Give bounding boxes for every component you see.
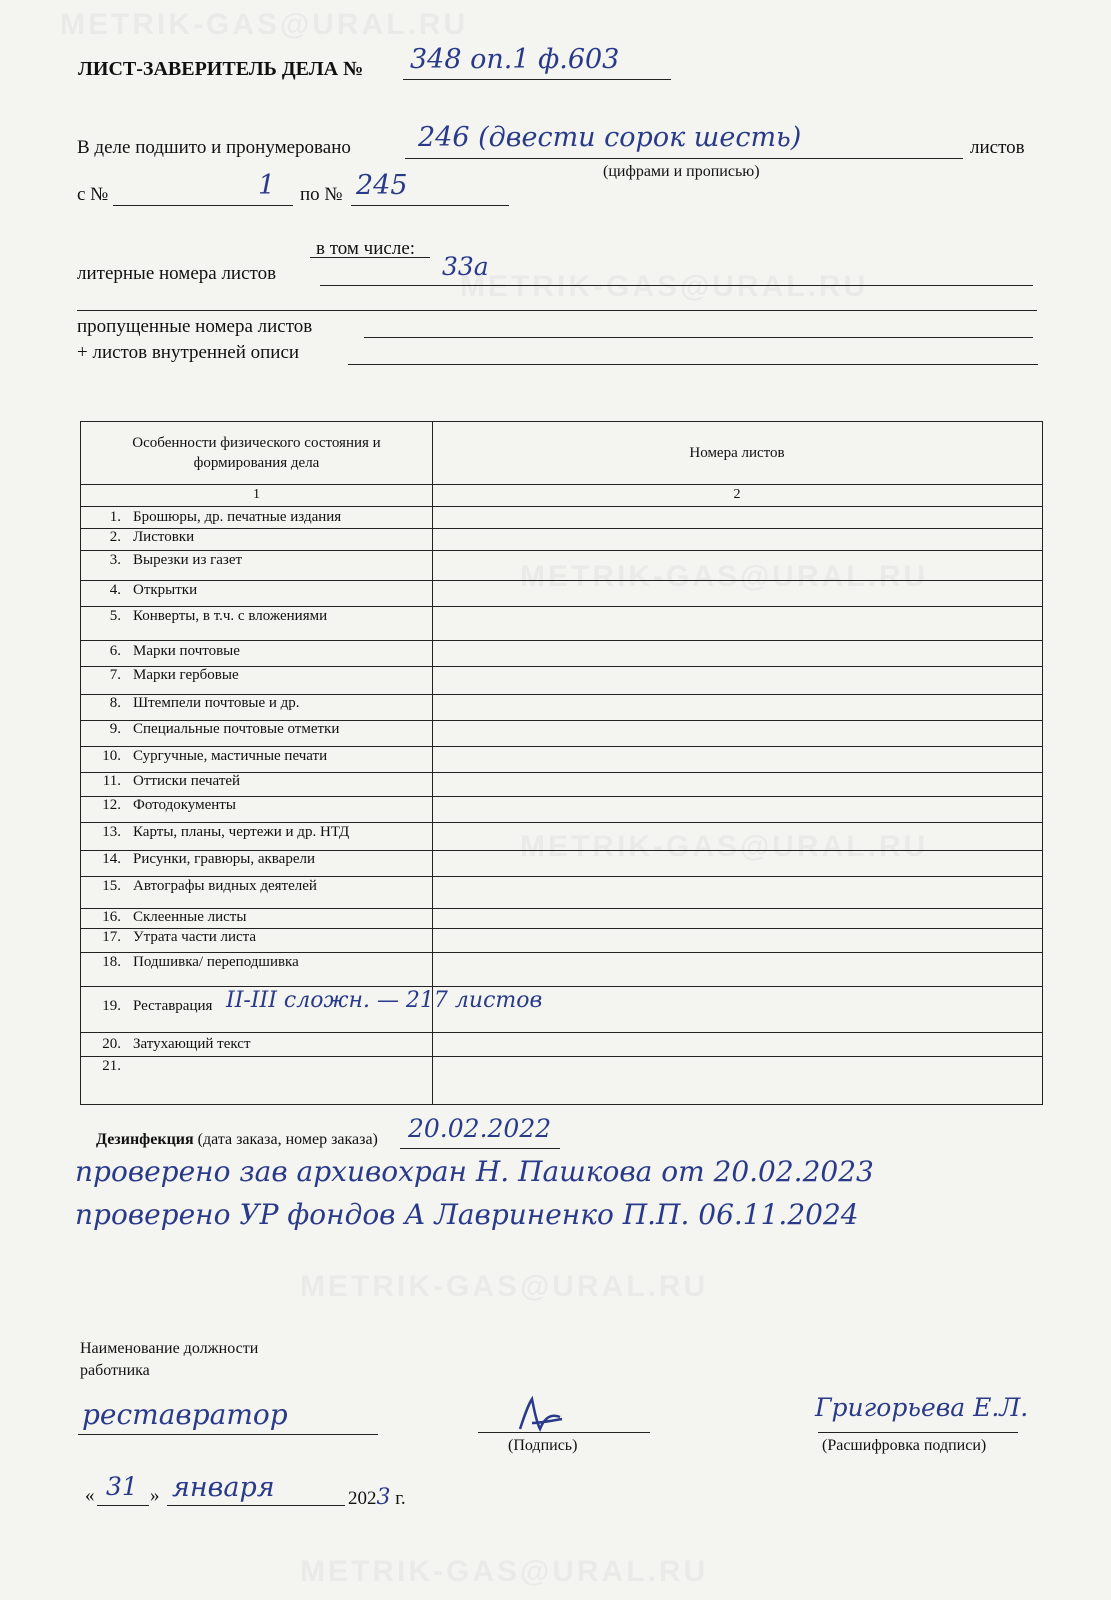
row-label: Штемпели почтовые и др. <box>133 695 300 711</box>
row-number: 4. <box>109 582 121 598</box>
signature-line <box>478 1432 650 1433</box>
column-header-sheet-numbers: Номера листов <box>689 444 785 461</box>
row-number: 9. <box>109 721 121 737</box>
disinfection-label-rest: (дата заказа, номер заказа) <box>197 1131 378 1148</box>
to-value-handwritten: 245 <box>356 170 408 201</box>
row-number: 1. <box>109 509 121 525</box>
row-label: Утрата части листа <box>133 929 257 945</box>
table-row <box>81 952 1042 987</box>
table-row <box>81 606 1042 641</box>
table-row <box>81 796 1042 823</box>
position-line <box>78 1434 378 1435</box>
to-line <box>351 205 509 206</box>
signature-mark <box>510 1395 570 1435</box>
from-value-handwritten: 1 <box>258 170 276 201</box>
column-header-features: Особенности физического состояния и формирования дела <box>132 435 381 471</box>
table-row <box>81 822 1042 851</box>
date-year <box>348 1485 406 1510</box>
table-row <box>81 528 1042 551</box>
date-day-handwritten: 31 <box>106 1472 138 1501</box>
row-number: 3. <box>109 552 121 568</box>
row-label: Карты, планы, чертежи и др. НТД <box>133 824 350 840</box>
row-number: 13. <box>102 824 121 840</box>
row-number: 11. <box>102 773 121 789</box>
verification-note-1: проверено зав архивохран Н. Пашкова от 20.02.2023 <box>75 1155 874 1188</box>
sheets-word: листов <box>970 137 1025 158</box>
disinfection-label <box>96 1131 378 1149</box>
table-row <box>81 772 1042 797</box>
verification-note-2: проверено УР фондов А Лавриненко П.П. 06.11.2024 <box>75 1198 859 1231</box>
row-number: 2. <box>109 529 121 545</box>
digits-words-caption: (цифрами и прописью) <box>603 163 760 180</box>
row-label: Марки почтовые <box>133 643 240 659</box>
row-number: 5. <box>109 608 121 624</box>
row-number: 10. <box>102 748 121 764</box>
table-row <box>81 1032 1042 1057</box>
internal-inventory-label: + листов внутренней описи <box>77 342 300 363</box>
year-suffix: г. <box>395 1488 406 1509</box>
physical-state-table <box>80 421 1043 1105</box>
missing-numbers-line <box>364 337 1033 338</box>
row-label: Склеенные листы <box>133 909 247 925</box>
table-row <box>81 666 1042 695</box>
table-row <box>81 850 1042 877</box>
column-number-2: 2 <box>733 487 741 502</box>
table-row <box>81 876 1042 909</box>
table-row <box>81 506 1042 529</box>
signature-decoding-handwritten: Григорьева Е.Л. <box>815 1393 1029 1422</box>
row-label: Фотодокументы <box>133 797 236 813</box>
row-number: 8. <box>109 695 121 711</box>
row-number: 19. <box>102 998 121 1014</box>
row-label: Подшивка/ переподшивка <box>133 954 299 970</box>
table-row <box>81 928 1042 953</box>
decoding-caption: (Расшифровка подписи) <box>822 1437 987 1454</box>
row-label: Сургучные, мастичные печати <box>133 748 328 764</box>
row-label: Вырезки из газет <box>133 552 243 568</box>
table-row <box>81 640 1042 667</box>
year-prefix: 202 <box>348 1488 377 1509</box>
table-row <box>81 986 1042 1033</box>
row-label: Затухающий текст <box>133 1036 251 1052</box>
row-label: Брошюры, др. печатные издания <box>133 509 342 525</box>
row-number: 20. <box>102 1036 121 1052</box>
table-row <box>81 1056 1042 1081</box>
watermark: METRIK-GAS@URAL.RU <box>60 8 469 41</box>
date-close-quote: » <box>150 1485 160 1506</box>
column-number-1: 1 <box>253 487 260 502</box>
row-label: Рисунки, гравюры, акварели <box>133 851 316 867</box>
table-row <box>81 550 1042 581</box>
row-label: Листовки <box>133 529 195 545</box>
case-number-handwritten: 348 оп.1 ф.603 <box>410 44 620 75</box>
row-number: 15. <box>102 878 121 894</box>
row-label: Марки гербовые <box>133 667 239 683</box>
row-label: Реставрация <box>133 998 213 1014</box>
row-number: 14. <box>102 851 121 867</box>
disinfection-date-handwritten: 20.02.2022 <box>408 1114 552 1143</box>
internal-inventory-line <box>348 364 1038 365</box>
row-label: Автографы видных деятелей <box>133 878 317 894</box>
date-open-quote: « <box>85 1485 95 1506</box>
from-label: с № <box>77 184 109 205</box>
letter-numbers-handwritten: 33а <box>442 252 489 281</box>
sewn-value-handwritten: 246 (двести сорок шесть) <box>418 122 802 153</box>
restoration-value-handwritten: II-III сложн. — 217 листов <box>226 988 543 1013</box>
table-row <box>81 580 1042 607</box>
disinfection-line <box>400 1148 560 1149</box>
row-label: Конверты, в т.ч. с вложениями <box>133 608 328 624</box>
table-row <box>81 694 1042 721</box>
to-label: по № <box>300 184 343 205</box>
watermark: METRIK-GAS@URAL.RU <box>300 1555 709 1588</box>
watermark: METRIK-GAS@URAL.RU <box>520 560 929 593</box>
position-label: Наименование должности работника <box>80 1340 259 1379</box>
letter-numbers-line <box>320 285 1033 286</box>
date-month-handwritten: января <box>172 1472 275 1503</box>
row-number: 16. <box>102 909 121 925</box>
table-row <box>81 908 1042 929</box>
watermark: METRIK-GAS@URAL.RU <box>300 1270 709 1303</box>
including-label: в том числе: <box>316 238 416 259</box>
row-label: Специальные почтовые отметки <box>133 721 340 737</box>
row-label: Открытки <box>133 582 198 598</box>
from-line <box>113 205 293 206</box>
disinfection-label-bold: Дезинфекция <box>96 1131 194 1148</box>
letter-numbers-label: литерные номера листов <box>77 263 277 284</box>
including-underline <box>310 257 430 258</box>
signature-caption: (Подпись) <box>508 1437 578 1454</box>
position-handwritten: реставратор <box>82 1398 288 1431</box>
sewn-label: В деле подшито и пронумеровано <box>77 137 351 158</box>
row-number: 6. <box>109 643 121 659</box>
row-number: 17. <box>102 929 121 945</box>
table-row <box>81 746 1042 773</box>
decoding-line <box>818 1432 1018 1433</box>
row-number: 21. <box>102 1058 121 1074</box>
sewn-line <box>405 158 963 159</box>
watermark: METRIK-GAS@URAL.RU <box>520 830 929 863</box>
blank-line <box>77 310 1037 311</box>
month-line <box>167 1505 345 1506</box>
row-number: 18. <box>102 954 121 970</box>
table-row <box>81 720 1042 747</box>
row-number: 7. <box>109 667 121 683</box>
document-title: ЛИСТ-ЗАВЕРИТЕЛЬ ДЕЛА № <box>78 58 364 80</box>
row-label: Оттиски печатей <box>133 773 241 789</box>
day-line <box>97 1505 149 1506</box>
row-number: 12. <box>102 797 121 813</box>
watermark: METRIK-GAS@URAL.RU <box>460 270 869 303</box>
case-number-line <box>403 79 671 80</box>
year-digit-handwritten: 3 <box>376 1485 391 1510</box>
missing-numbers-label: пропущенные номера листов <box>77 316 313 337</box>
